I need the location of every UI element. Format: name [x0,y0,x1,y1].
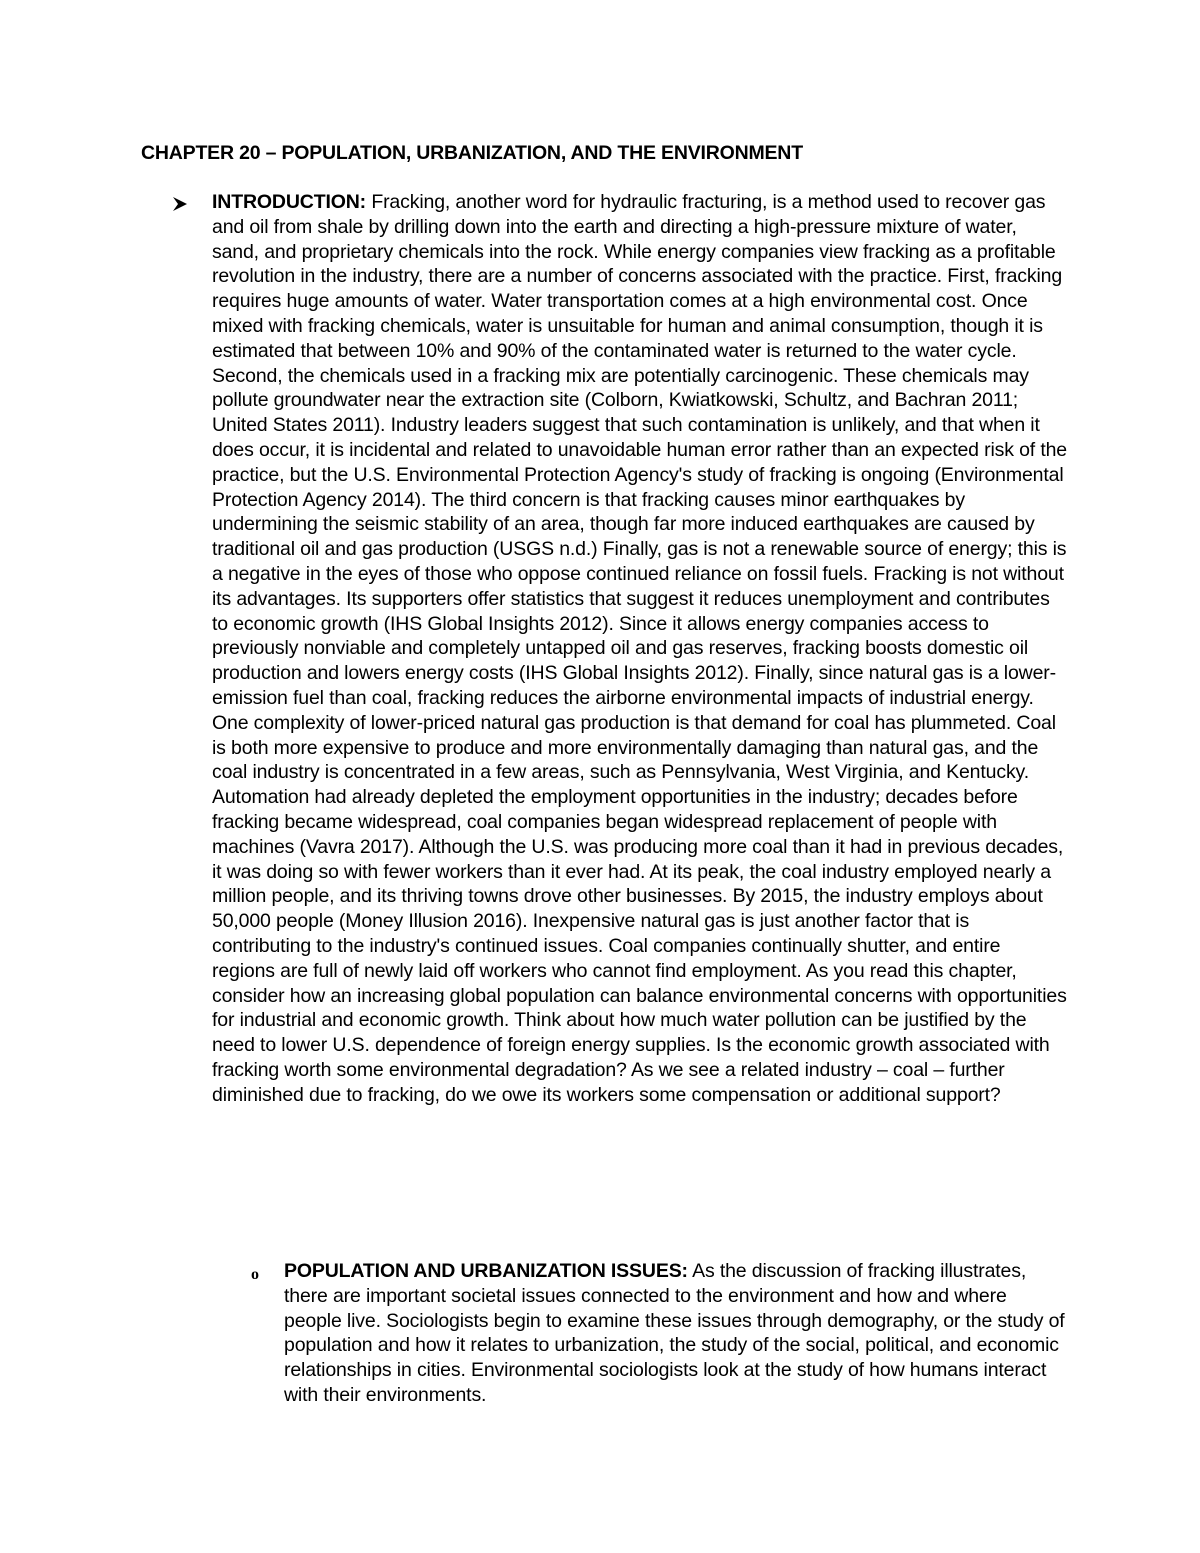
population-urbanization-text: As the discussion of fracking illustrates, there are important societal issues connected to the environment and how and where people live. Sociologists begin to examine these issues through demography, or the study of population and how it relates to urbanization, the study of the social, political, and economic relationships in cities. Environmental sociologists look at the study of how humans interact with their environments. [284,1260,1065,1406]
introduction-text: Fracking, another word for hydraulic fracturing, is a method used to recover gas and oil from shale by drilling down into the earth and directing a high-pressure mixture of water, sand, and proprietary chemicals into the rock. While energy companies view fracking as a profitable revolution in the industry, there are a number of concerns associated with the practice. First, fracking requires huge amounts of water. Water transportation comes at a high environmental cost. Once mixed with fracking chemicals, water is unsuitable for human and animal consumption, though it is estimated that between 10% and 90% of the contaminated water is returned to the water cycle. Second, the chemicals used in a fracking mix are potentially carcinogenic. These chemicals may pollute groundwater near the extraction site (Colborn, Kwiatkowski, Schultz, and Bachran 2011; United States 2011). Industry leaders suggest that such contamination is unlikely, and that when it does occur, it is incidental and related to unavoidable human error rather than an expected risk of the practice, but the U.S. Environmental Protection Agency's study of fracking is ongoing (Environmental Protection Agency 2014). The third concern is that fracking causes minor earthquakes by undermining the seismic stability of an area, though far more induced earthquakes are caused by traditional oil and gas production (USGS n.d.) Finally, gas is not a renewable source of energy; this is a negative in the eyes of those who oppose continued reliance on fossil fuels. Fracking is not without its advantages. Its supporters offer statistics that suggest it reduces unemployment and contributes to economic growth (IHS Global Insights 2012). Since it allows energy companies access to previously nonviable and completely untapped oil and gas reserves, fracking boosts domestic oil production and lowers energy costs (IHS Global Insights 2012). Finally, since natural gas is a lower-emission fuel than coal, fracking reduces the airborne environmental impacts of industrial energy. One complexity of lower-priced natural gas production is that demand for coal has plummeted. Coal is both more expensive to produce and more environmentally damaging than natural gas, and the coal industry is concentrated in a few areas, such as Pennsylvania, West Virginia, and Kentucky. Automation had already depleted the employment opportunities in the industry; decades before fracking became widespread, coal companies began widespread replacement of people with machines (Vavra 2017). Although the U.S. was producing more coal than it had in previous decades, it was doing so with fewer workers than it ever had. At its peak, the coal industry employed nearly a million people, and its thriving towns drove other businesses. By 2015, the industry employs about 50,000 people (Money Illusion 2016). Inexpensive natural gas is just another factor that is contributing to the industry's continued issues. Coal companies continually shutter, and entire regions are full of newly laid off workers who cannot find employment. As you read this chapter, consider how an increasing global population can balance environmental concerns with opportunities for industrial and economic growth. Think about how much water pollution can be justified by the need to lower U.S. dependence of foreign energy supplies. Is the economic growth associated with fracking worth some environmental degradation? As we see a related industry – coal – further diminished due to fracking, do we owe its workers some compensation or additional support? [212,191,1067,1106]
sub-bullet-marker: o [251,1266,259,1283]
arrowhead-bullet-icon [172,196,188,212]
population-urbanization-paragraph [284,1259,1068,1408]
introduction-paragraph [212,190,1068,1107]
introduction-label: INTRODUCTION: [212,191,367,213]
chapter-title: CHAPTER 20 – POPULATION, URBANIZATION, AND THE ENVIRONMENT [141,142,803,164]
population-urbanization-label: POPULATION AND URBANIZATION ISSUES: [284,1260,688,1282]
